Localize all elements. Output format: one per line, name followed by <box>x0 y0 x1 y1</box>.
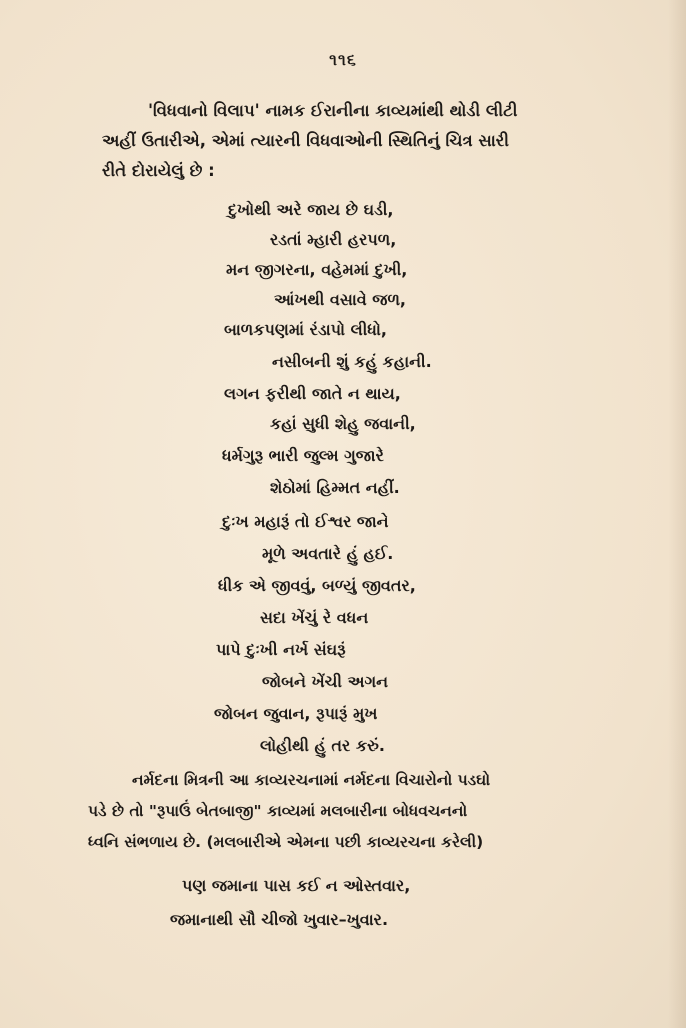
poem-line: સદા ખેંચું રે વધન <box>260 608 369 627</box>
poem-line: મૂળે અવતારે હું હઈ. <box>262 544 394 563</box>
verse-line: પણ જમાના પાસ કઈ ન ઓસ્તવાર, <box>182 876 411 895</box>
page-number: ૧૧૬ <box>329 50 357 69</box>
intro-paragraph <box>102 96 642 186</box>
verse-line: જમાનાથી સૌ ચીજો ખુવાર–ખુવાર. <box>170 910 389 929</box>
poem-line: નસીબની શું કહું કહાની. <box>272 352 432 371</box>
closing-line: પડે છે તો "રૂપાઉં બેતબાજી" કાવ્યમાં મલબારીના બોધવચનનો <box>88 802 468 820</box>
poem-line: કહાં સુધી શેહુ જવાની, <box>270 414 416 433</box>
poem-line: શેઠોમાં હિમ્મત નહીં. <box>270 478 400 497</box>
poem-line: જોબને ખેંચી અગન <box>262 672 389 691</box>
poem-line: આંખથી વસાવે જળ, <box>274 290 407 309</box>
page-edge-shadow <box>668 0 686 1028</box>
intro-line: અહીં ઉતારીએ, એમાં ત્યારની વિધવાઓની સ્થિતિનું ચિત્ર સારી <box>102 131 510 150</box>
intro-line: રીતે દોરાયેલું છે : <box>102 161 215 180</box>
closing-paragraph <box>88 765 658 858</box>
poem-line: લગન ફરીથી જાતે ન થાય, <box>224 384 401 403</box>
poem-line: દુખોથી અરે જાય છે ઘડી, <box>228 200 394 219</box>
intro-line: 'વિધવાનો વિલાપ' નામક ઈરાનીના કાવ્યમાંથી થોડી લીટી <box>148 101 518 120</box>
poem-line: પાપે દુઃખી નર્ખ સંઘરૂં <box>216 640 346 659</box>
closing-line: નર્મદના મિત્રની આ કાવ્યરચનામાં નર્મદના વિચારોનો પડઘો <box>132 771 491 789</box>
poem-line: બાળકપણમાં રંડાપો લીધો, <box>224 320 387 339</box>
poem-line: દુઃખ મહારૂં તો ઈશ્વર જાને <box>222 512 389 531</box>
poem-line: જોબન જુવાન, રૂપારૂં મુખ <box>214 704 378 723</box>
poem-line: લોહીથી હું તર કરું. <box>260 736 385 755</box>
poem-line: મન જીગરના, વહેમમાં દુખી, <box>226 260 408 279</box>
poem-line: ધીક એ જીવવું, બળ્યું જીવતર, <box>218 576 416 595</box>
poem-line: ધર્મગુરૂ ભારી જુલ્મ ગુજારે <box>222 446 384 465</box>
poem-line: રડતાં મ્હારી હરપળ, <box>270 230 397 249</box>
closing-line: ધ્વનિ સંભળાય છે. (મલબારીએ એમના પછી કાવ્યરચના કરેલી) <box>88 833 484 851</box>
